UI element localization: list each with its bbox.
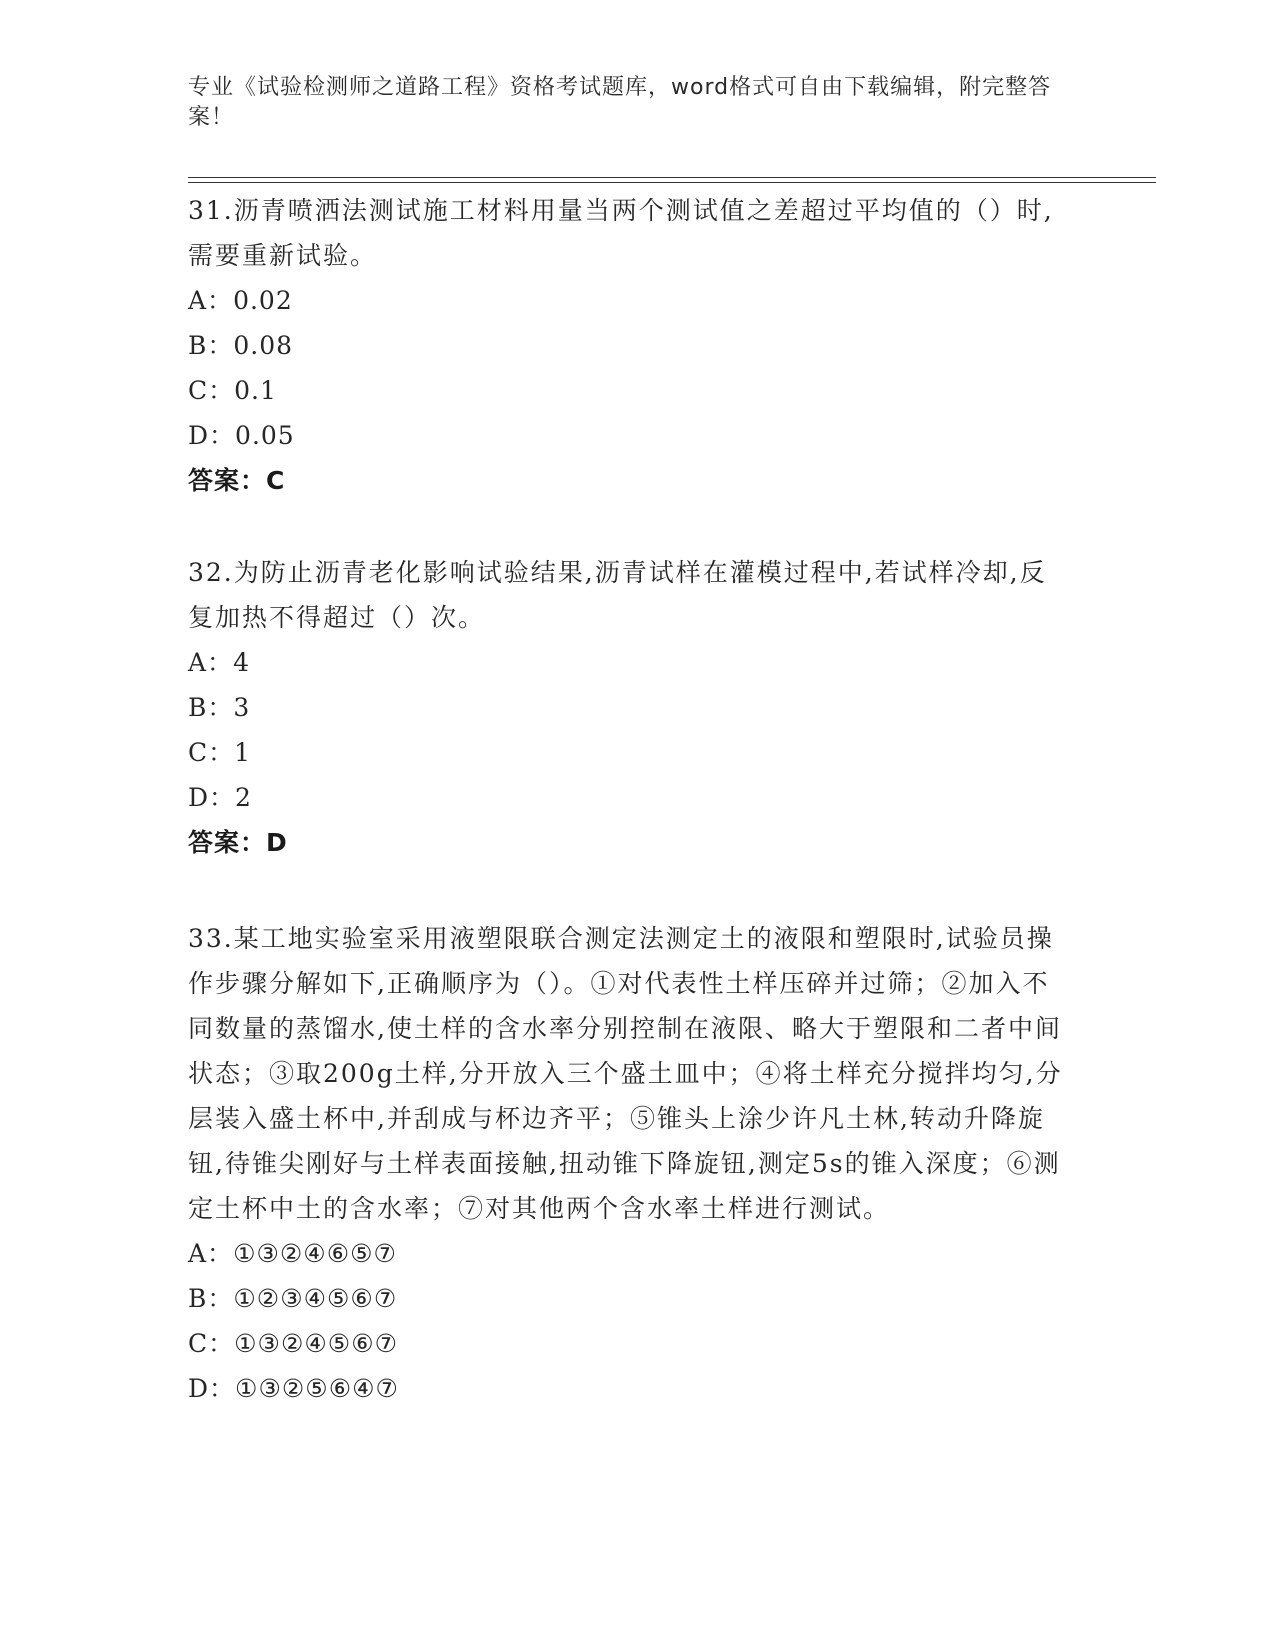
- option-text: 1: [234, 738, 252, 767]
- option-b: [188, 685, 1068, 730]
- option-text: ①②③④⑤⑥⑦: [233, 1284, 398, 1313]
- header-divider-top: [188, 177, 1156, 178]
- option-key: B：: [188, 1284, 234, 1313]
- option-text: 3: [233, 693, 251, 722]
- question-stem: 31.沥青喷洒法测试施工材料用量当两个测试值之差超过平均值的（）时,需要重新试验。: [188, 196, 1054, 270]
- question-stem: 33.某工地实验室采用液塑限联合测定法测定土的液限和塑限时,试验员操作步骤分解如下,正确顺序为（）。①对代表性土样压碎并过筛；②加入不同数量的蒸馏水,使土样的含水率分别控制在液限、略大于塑限和二者中间状态；③取200g土样,分开放入三个盛土皿中；④将土样充分搅拌均匀,分层装入盛土杯中,并刮成与杯边齐平；⑤锥头上涂少许凡土林,转动升降旋钮,待锥尖刚好与土样表面接触,扭动锥下降旋钮,测定5s的锥入深度；⑥测定土杯中土的含水率；⑦对其他两个含水率土样进行测试。: [188, 924, 1063, 1223]
- option-a: [188, 1231, 1068, 1276]
- question-33: [188, 916, 1068, 1411]
- option-text: 0.08: [233, 331, 294, 360]
- option-key: A：: [188, 648, 234, 677]
- option-text: ①③②④⑥⑤⑦: [233, 1239, 397, 1268]
- option-key: D：: [188, 783, 236, 812]
- option-text: ①③②⑤⑥④⑦: [235, 1374, 399, 1403]
- option-key: A：: [188, 286, 234, 315]
- option-text: 2: [235, 783, 252, 812]
- option-c: [188, 730, 1068, 775]
- option-key: C：: [188, 1329, 235, 1358]
- option-text: 4: [233, 648, 250, 677]
- option-c: [188, 1321, 1068, 1366]
- question-32: [188, 550, 1068, 865]
- option-c: [188, 368, 1068, 413]
- option-d: [188, 1366, 1068, 1411]
- option-b: [188, 323, 1068, 368]
- option-d: [188, 775, 1068, 820]
- option-key: B：: [188, 331, 234, 360]
- document-header: 专业《试验检测师之道路工程》资格考试题库，word格式可自由下载编辑，附完整答案！: [188, 75, 1052, 130]
- question-stem: 32.为防止沥青老化影响试验结果,沥青试样在灌模过程中,若试样冷却,反复加热不得超过（）次。: [188, 558, 1047, 632]
- option-key: D：: [188, 421, 236, 450]
- option-key: C：: [188, 376, 235, 405]
- option-key: B：: [188, 693, 234, 722]
- option-key: C：: [188, 738, 235, 767]
- option-b: [188, 1276, 1068, 1321]
- header-divider-bottom: [188, 182, 1156, 183]
- answer-line: 答案：C: [188, 466, 286, 495]
- option-a: [188, 278, 1068, 323]
- question-31: [188, 188, 1068, 503]
- answer-line: 答案：D: [188, 828, 288, 857]
- option-text: ①③②④⑤⑥⑦: [234, 1329, 399, 1358]
- option-d: [188, 413, 1068, 458]
- option-text: 0.1: [234, 376, 277, 405]
- option-text: 0.02: [233, 286, 293, 315]
- option-key: D：: [188, 1374, 236, 1403]
- option-a: [188, 640, 1068, 685]
- option-text: 0.05: [235, 421, 295, 450]
- option-key: A：: [188, 1239, 234, 1268]
